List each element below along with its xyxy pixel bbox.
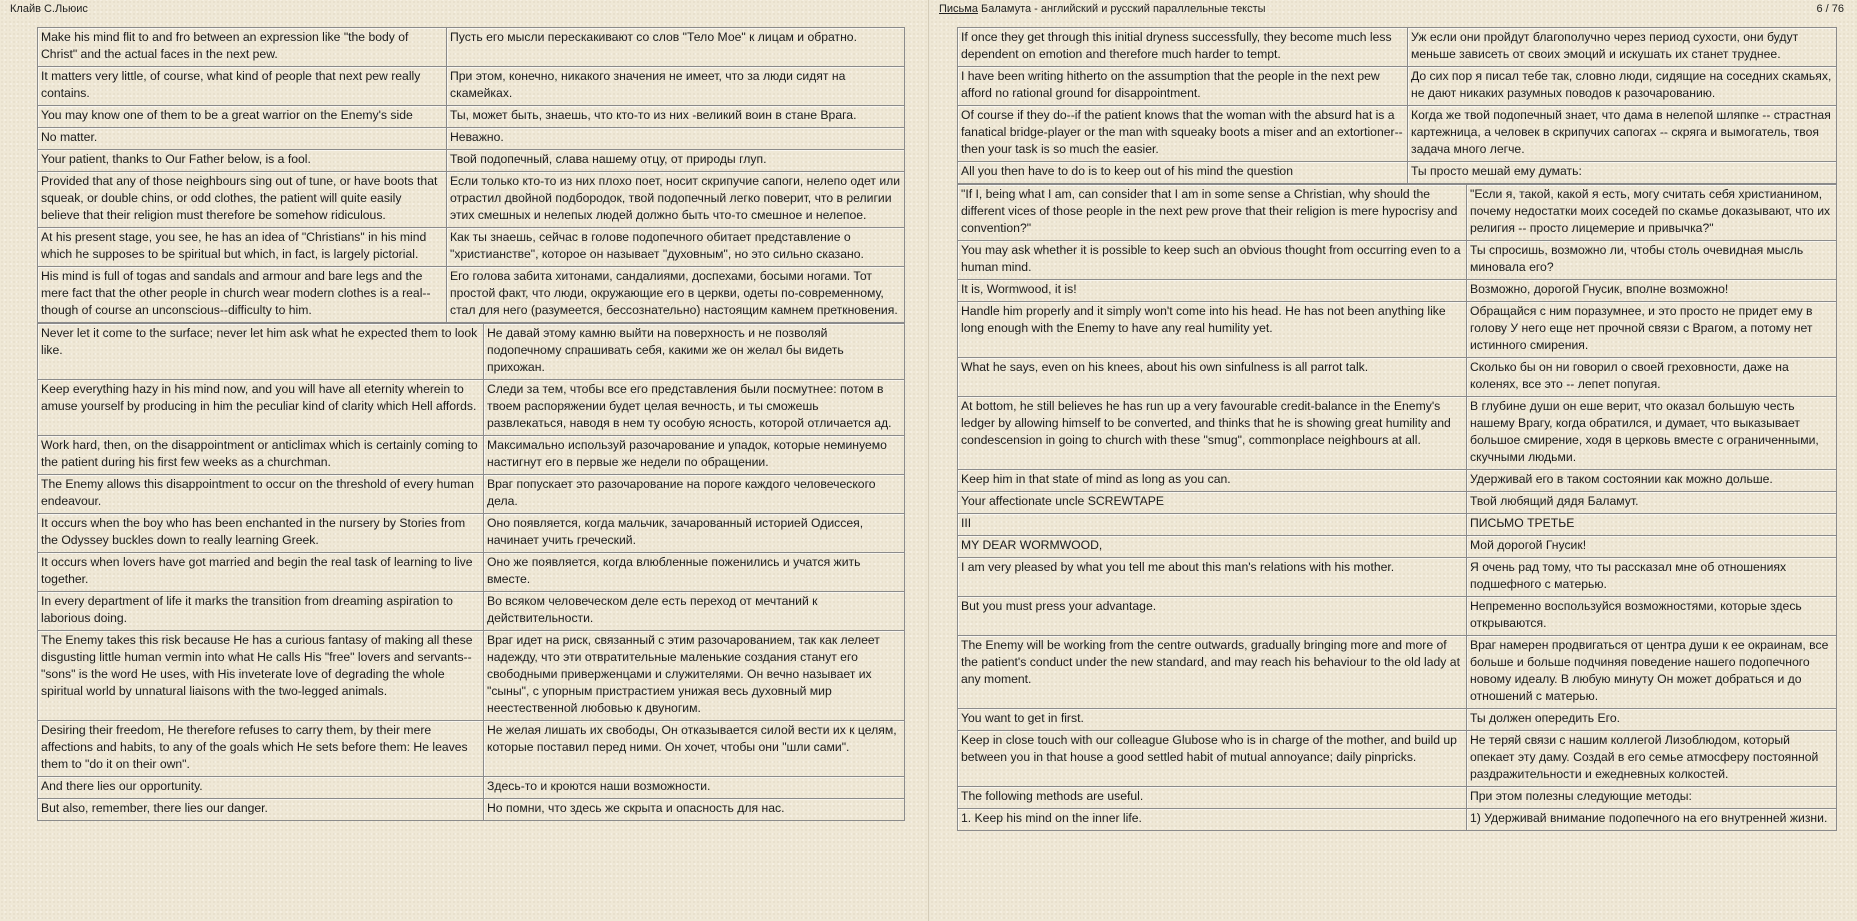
english-text-cell: The Enemy will be working from the centre outwards, gradually bringing more and more of the patient's conduct under the new standard, and may reach his behaviour to the old lady at any moment.	[958, 636, 1467, 709]
table-row	[38, 514, 905, 553]
english-text-cell: Handle him properly and it simply won't come into his head. He has not been anything like long enough with the Enemy to have any real humility yet.	[958, 302, 1467, 358]
table-row	[38, 721, 905, 777]
table-row	[958, 397, 1837, 470]
table-row	[958, 67, 1837, 106]
english-text-cell: What he says, even on his knees, about his own sinfulness is all parrot talk.	[958, 358, 1467, 397]
table-row	[958, 280, 1837, 302]
russian-text-cell: При этом полезны следующие методы:	[1467, 787, 1837, 809]
left-page-content	[37, 27, 905, 921]
table-row	[958, 470, 1837, 492]
table-row	[38, 380, 905, 436]
english-text-cell: Your patient, thanks to Our Father below, is a fool.	[38, 150, 447, 172]
russian-text-cell: Враг идет на риск, связанный с этим разочарованием, так как лелеет надежду, что эти отвратительные маленькие создания станут его свободными приверженцами и служителями. Он вечно называет их "сыны", с упорным пристрастием унижая весь духовный мир неестественной любовью к двуногим.	[484, 631, 905, 721]
russian-text-cell: "Если я, такой, какой я есть, могу считать себя христианином, почему недостатки моих соседей по скамье доказывают, что их религия -- просто лицемерие и привычка?"	[1467, 185, 1837, 241]
russian-text-cell: Враг намерен продвигаться от центра души к ее окраинам, все больше и больше подчиняя поведение нашего подопечного новому идеалу. В любую минуту Он может добраться и до отношений с матерью.	[1467, 636, 1837, 709]
russian-text-cell: Я очень рад тому, что ты рассказал мне об отношениях подшефного с матерью.	[1467, 558, 1837, 597]
table-row	[958, 597, 1837, 636]
table-row	[38, 28, 905, 67]
table-row	[958, 514, 1837, 536]
russian-text-cell: Сколько бы он ни говорил о своей греховности, даже на коленях, все это -- лепет попугая.	[1467, 358, 1837, 397]
table-row	[38, 172, 905, 228]
right-page	[930, 0, 1857, 921]
english-text-cell: But also, remember, there lies our danger.	[38, 799, 484, 821]
english-text-cell: 1. Keep his mind on the inner life.	[958, 809, 1467, 831]
russian-text-cell: Неважно.	[447, 128, 905, 150]
russian-text-cell: До сих пор я писал тебе так, словно люди, сидящие на соседних скамьях, не дают никаких разумных поводов к разочарованию.	[1408, 67, 1837, 106]
english-text-cell: Keep him in that state of mind as long as you can.	[958, 470, 1467, 492]
russian-text-cell: Не давай этому камню выйти на поверхность и не позволяй подопечному спрашивать себя, какими же он желал бы видеть прихожан.	[484, 324, 905, 380]
russian-text-cell: Не теряй связи с нашим коллегой Лизоблюдом, который опекает эту даму. Создай в его семье атмосферу постоянной раздражительности и ежедневных колкостей.	[1467, 731, 1837, 787]
table-row	[38, 799, 905, 821]
russian-text-cell: Но помни, что здесь же скрыта и опасность для нас.	[484, 799, 905, 821]
table-row	[38, 777, 905, 799]
russian-text-cell: Обращайся с ним поразумнее, и это просто не придет ему в голову У него еще нет прочной связи с Врагом, а потому нет истинного смирения.	[1467, 302, 1837, 358]
russian-text-cell: Твой любящий дядя Баламут.	[1467, 492, 1837, 514]
english-text-cell: Make his mind flit to and fro between an expression like "the body of Christ" and the actual faces in the next pew.	[38, 28, 447, 67]
russian-text-cell: Уж если они пройдут благополучно через период сухости, они будут меньше зависеть от своих эмоций и искушать их станет труднее.	[1408, 28, 1837, 67]
russian-text-cell: Возможно, дорогой Гнусик, вполне возможно!	[1467, 280, 1837, 302]
left-page-header	[0, 0, 928, 18]
russian-text-cell: Как ты знаешь, сейчас в голове подопечного обитает представление о "христианстве", которое он называет "духовным", но это сильно сказано.	[447, 228, 905, 267]
russian-text-cell: Твой подопечный, слава нашему отцу, от природы глуп.	[447, 150, 905, 172]
right-parallel-table-1	[957, 27, 1837, 184]
english-text-cell: Keep everything hazy in his mind now, and you will have all eternity wherein to amuse yourself by producing in him the peculiar kind of clarity which Hell affords.	[38, 380, 484, 436]
english-text-cell: The Enemy allows this disappointment to occur on the threshold of every human endeavour.	[38, 475, 484, 514]
table-row	[38, 150, 905, 172]
table-row	[958, 302, 1837, 358]
table-row	[958, 492, 1837, 514]
table-row	[958, 162, 1837, 184]
english-text-cell: It matters very little, of course, what kind of people that next pew really contains.	[38, 67, 447, 106]
table-row	[958, 358, 1837, 397]
table-row	[958, 636, 1837, 709]
english-text-cell: No matter.	[38, 128, 447, 150]
english-text-cell: I am very pleased by what you tell me about this man's relations with his mother.	[958, 558, 1467, 597]
table-row	[958, 241, 1837, 280]
table-row	[38, 631, 905, 721]
right-page-content	[957, 27, 1837, 921]
russian-text-cell: Если только кто-то из них плохо поет, носит скрипучие сапоги, нелепо одет или отрастил двойной подбородок, твой подопечный легко поверит, что в религии этих смешных и нелепых людей должно быть что-то смешное и нелепое.	[447, 172, 905, 228]
table-row	[38, 106, 905, 128]
table-row	[38, 128, 905, 150]
english-text-cell: "If I, being what I am, can consider that I am in some sense a Christian, why should the different vices of those people in the next pew prove that their religion is mere hypocrisy and convention?"	[958, 185, 1467, 241]
russian-text-cell: Ты просто мешай ему думать:	[1408, 162, 1837, 184]
page-number: 6 / 76	[1816, 3, 1844, 15]
russian-text-cell: Непременно воспользуйся возможностями, которые здесь открываются.	[1467, 597, 1837, 636]
russian-text-cell: Мой дорогой Гнусик!	[1467, 536, 1837, 558]
table-row	[38, 475, 905, 514]
english-text-cell: You may ask whether it is possible to keep such an obvious thought from occurring even to a human mind.	[958, 241, 1467, 280]
english-text-cell: Work hard, then, on the disappointment or anticlimax which is certainly coming to the patient during his first few weeks as a churchman.	[38, 436, 484, 475]
russian-text-cell: Следи за тем, чтобы все его представления были посмутнее: потом в твоем распоряжении будет целая вечность, и ты сможешь развлекаться, наводя в нем ту особую ясность, которой отличается ад.	[484, 380, 905, 436]
english-text-cell: I have been writing hitherto on the assumption that the people in the next pew afford no rational ground for disappointment.	[958, 67, 1408, 106]
english-text-cell: The Enemy takes this risk because He has a curious fantasy of making all these disgusting little human vermin into what He calls His "free" lovers and servants--"sons" is the word He uses, with His inveterate love of degrading the whole spiritual world by unnatural liaisons with the two-legged animals.	[38, 631, 484, 721]
russian-text-cell: 1) Удерживай внимание подопечного на его внутренней жизни.	[1467, 809, 1837, 831]
right-header-subtitle: Баламута - английский и русский параллельные тексты	[977, 3, 1266, 15]
english-text-cell: At his present stage, you see, he has an idea of "Christians" in his mind which he supposes to be spiritual but which, in fact, is largely pictorial.	[38, 228, 447, 267]
table-row	[958, 185, 1837, 241]
left-parallel-table-2	[37, 323, 905, 821]
russian-text-cell: Удерживай его в таком состоянии как можно дольше.	[1467, 470, 1837, 492]
english-text-cell: Desiring their freedom, He therefore refuses to carry them, by their mere affections and habits, to any of the goals which He sets before them: He leaves them to "do it on their own".	[38, 721, 484, 777]
table-row	[38, 436, 905, 475]
right-header-title[interactable]: Письма	[939, 3, 978, 15]
table-row	[958, 558, 1837, 597]
english-text-cell: Provided that any of those neighbours sing out of tune, or have boots that squeak, or double chins, or odd clothes, the patient will quite easily believe that their religion must therefore be somehow ridiculous.	[38, 172, 447, 228]
russian-text-cell: Когда же твой подопечный знает, что дама в нелепой шляпке -- страстная картежница, а человек в скрипучих сапогах -- скряга и вымогатель, твоя задача много легче.	[1408, 106, 1837, 162]
english-text-cell: It occurs when lovers have got married and begin the real task of learning to live together.	[38, 553, 484, 592]
table-row	[38, 324, 905, 380]
table-row	[958, 536, 1837, 558]
russian-text-cell: Ты спросишь, возможно ли, чтобы столь очевидная мысль миновала его?	[1467, 241, 1837, 280]
english-text-cell: At bottom, he still believes he has run up a very favourable credit-balance in the Enemy's ledger by allowing himself to be converted, and thinks that he is showing great humility and condescension in going to church with these "smug", commonplace neighbours at all.	[958, 397, 1467, 470]
left-parallel-table-1	[37, 27, 905, 323]
english-text-cell: In every department of life it marks the transition from dreaming aspiration to laborious doing.	[38, 592, 484, 631]
table-row	[958, 809, 1837, 831]
russian-text-cell: Максимально используй разочарование и упадок, которые неминуемо настигнут его в первые же недели по обращении.	[484, 436, 905, 475]
english-text-cell: But you must press your advantage.	[958, 597, 1467, 636]
english-text-cell: III	[958, 514, 1467, 536]
russian-text-cell: Оно появляется, когда мальчик, зачарованный историей Одиссея, начинает учить греческий.	[484, 514, 905, 553]
russian-text-cell: ПИСЬМО ТРЕТЬЕ	[1467, 514, 1837, 536]
russian-text-cell: Враг попускает это разочарование на пороге каждого человеческого дела.	[484, 475, 905, 514]
table-row	[958, 731, 1837, 787]
table-row	[38, 553, 905, 592]
table-row	[958, 787, 1837, 809]
english-text-cell: Of course if they do--if the patient knows that the woman with the absurd hat is a fanatical bridge-player or the man with squeaky boots a miser and an extortioner--then your task is so much the easier.	[958, 106, 1408, 162]
russian-text-cell: Не желая лишать их свободы, Он отказывается силой вести их к целям, которые поставил перед ними. Он хочет, чтобы они "шли сами".	[484, 721, 905, 777]
russian-text-cell: Его голова забита хитонами, сандалиями, доспехами, босыми ногами. Тот простой факт, что люди, окружающие его в церкви, одеты по-современному, стал для него (разумеется, бессознательно) настоящим камнем преткновения.	[447, 267, 905, 323]
russian-text-cell: Здесь-то и кроются наши возможности.	[484, 777, 905, 799]
english-text-cell: If once they get through this initial dryness successfully, they become much less dependent on emotion and therefore much harder to tempt.	[958, 28, 1408, 67]
table-row	[38, 228, 905, 267]
russian-text-cell: Во всяком человеческом деле есть переход от мечтаний к действительности.	[484, 592, 905, 631]
russian-text-cell: При этом, конечно, никакого значения не имеет, что за люди сидят на скамейках.	[447, 67, 905, 106]
table-row	[38, 267, 905, 323]
english-text-cell: Keep in close touch with our colleague Glubose who is in charge of the mother, and build up between you in that house a good settled habit of mutual annoyance; daily pinpricks.	[958, 731, 1467, 787]
table-row	[958, 28, 1837, 67]
russian-text-cell: Пусть его мысли перескакивают со слов "Тело Мое" к лицам и обратно.	[447, 28, 905, 67]
left-header-title: Клайв С.Льюис	[10, 3, 88, 15]
left-page	[0, 0, 928, 921]
english-text-cell: Never let it come to the surface; never let him ask what he expected them to look like.	[38, 324, 484, 380]
english-text-cell: You want to get in first.	[958, 709, 1467, 731]
table-row	[38, 592, 905, 631]
russian-text-cell: В глубине души он еше верит, что оказал большую честь нашему Врагу, когда обратился, и думает, что выказывает большое смирение, ходя в церковь вместе с ограниченными, скучными людьми.	[1467, 397, 1837, 470]
russian-text-cell: Оно же появляется, когда влюбленные поженились и учатся жить вместе.	[484, 553, 905, 592]
right-page-header	[930, 0, 1857, 18]
english-text-cell: His mind is full of togas and sandals and armour and bare legs and the mere fact that the other people in church wear modern clothes is a real--though of course an unconscious--difficulty to him.	[38, 267, 447, 323]
table-row	[958, 709, 1837, 731]
english-text-cell: All you then have to do is to keep out of his mind the question	[958, 162, 1408, 184]
table-row	[958, 106, 1837, 162]
russian-text-cell: Ты должен опередить Его.	[1467, 709, 1837, 731]
english-text-cell: And there lies our opportunity.	[38, 777, 484, 799]
english-text-cell: It occurs when the boy who has been enchanted in the nursery by Stories from the Odyssey buckles down to really learning Greek.	[38, 514, 484, 553]
english-text-cell: MY DEAR WORMWOOD,	[958, 536, 1467, 558]
english-text-cell: You may know one of them to be a great warrior on the Enemy's side	[38, 106, 447, 128]
english-text-cell: The following methods are useful.	[958, 787, 1467, 809]
table-row	[38, 67, 905, 106]
russian-text-cell: Ты, может быть, знаешь, что кто-то из них -великий воин в стане Врага.	[447, 106, 905, 128]
english-text-cell: Your affectionate uncle SCREWTAPE	[958, 492, 1467, 514]
right-parallel-table-2	[957, 184, 1837, 831]
english-text-cell: It is, Wormwood, it is!	[958, 280, 1467, 302]
